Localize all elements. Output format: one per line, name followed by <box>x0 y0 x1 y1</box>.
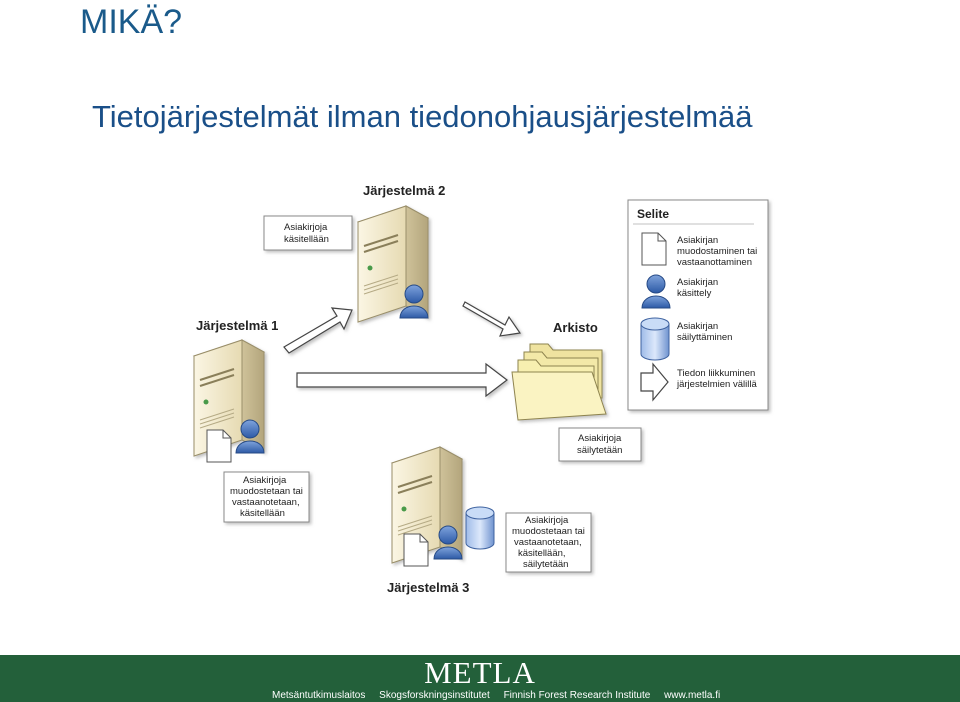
legend-title: Selite <box>637 207 670 221</box>
footer-item: Skogsforskningsinstitutet <box>379 690 490 701</box>
legend-item-text: säilyttäminen <box>677 332 733 343</box>
footer-website-link[interactable]: www.metla.fi <box>664 690 721 701</box>
system3-note <box>506 513 591 572</box>
system3-note-line: muodostetaan tai <box>512 526 585 537</box>
legend-item-text: muodostaminen tai <box>677 246 758 257</box>
footer-info <box>272 690 731 701</box>
folder-icon <box>512 344 606 420</box>
system2-title: Järjestelmä 2 <box>363 183 446 198</box>
legend-item-text: käsittely <box>677 288 712 299</box>
archive-title: Arkisto <box>553 320 598 335</box>
system1-note-line: Asiakirjoja <box>243 475 287 486</box>
archive-note-line: Asiakirjoja <box>578 433 622 444</box>
system1-note-line: vastaanotetaan, <box>232 497 300 508</box>
legend-item-text: Tiedon liikkuminen <box>677 368 756 379</box>
arrow-system2-to-archive <box>463 302 520 336</box>
database-icon <box>466 507 494 549</box>
archive-note <box>559 428 641 461</box>
footer-item: Finnish Forest Research Institute <box>503 690 651 701</box>
slide-heading: MIKÄ? <box>80 3 183 41</box>
system3-note-line: Asiakirjoja <box>525 515 569 526</box>
footer-item: Metsäntutkimuslaitos <box>272 690 366 701</box>
system2-note <box>264 216 352 250</box>
system2-node <box>264 183 445 322</box>
system3-title: Järjestelmä 3 <box>387 580 470 595</box>
system1-note <box>224 472 309 522</box>
system2-note-line: käsitellään <box>284 234 329 245</box>
system3-note-line: säilytetään <box>523 559 569 570</box>
legend-panel <box>628 200 768 410</box>
system3-note-line: käsitellään, <box>518 548 566 559</box>
metla-logo: METLA <box>424 655 536 690</box>
system1-title: Järjestelmä 1 <box>196 318 279 333</box>
arrow-system1-to-archive <box>297 364 507 396</box>
system3-note-line: vastaanotetaan, <box>514 537 582 548</box>
archive-node <box>512 320 641 461</box>
arrow-system1-to-system2 <box>284 308 352 353</box>
system3-node <box>387 447 591 595</box>
system1-note-line: muodostetaan tai <box>230 486 303 497</box>
legend-item-text: Asiakirjan <box>677 321 719 332</box>
legend-document-icon <box>642 233 666 265</box>
system2-note-line: Asiakirjoja <box>284 222 328 233</box>
legend-item-text: Asiakirjan <box>677 235 719 246</box>
legend-item-text: järjestelmien välillä <box>677 379 757 390</box>
document-icon <box>207 430 231 462</box>
slide-subtitle: Tietojärjestelmät ilman tiedonohjausjärjestelmää <box>92 99 753 134</box>
archive-note-line: säilytetään <box>577 445 623 456</box>
legend-item-text: vastaanottaminen <box>677 257 752 268</box>
system1-note-line: käsitellään <box>240 508 285 519</box>
legend-item-text: Asiakirjan <box>677 277 719 288</box>
document-icon <box>404 534 428 566</box>
legend-database-icon <box>641 318 669 360</box>
